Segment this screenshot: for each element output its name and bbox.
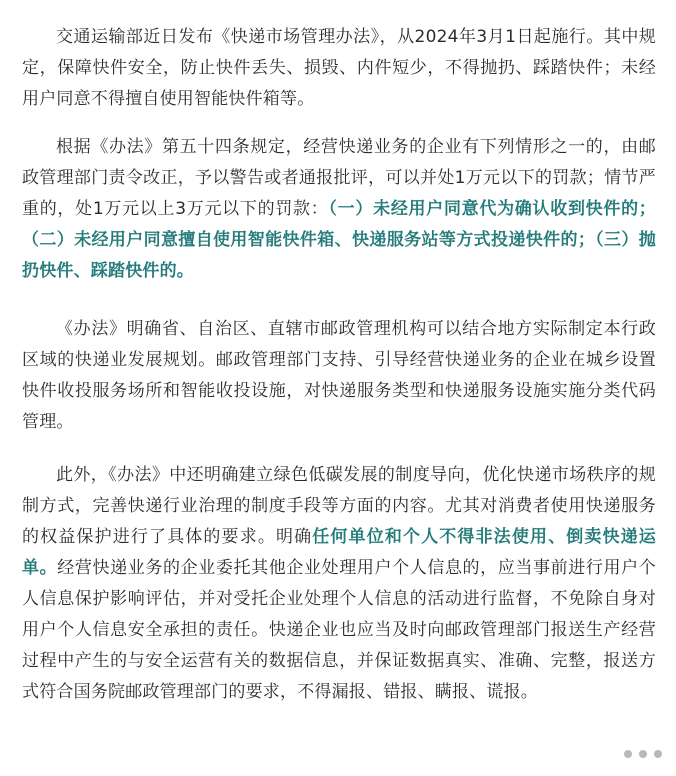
paragraph-planning-text: 《办法》明确省、自治区、直辖市邮政管理机构可以结合地方实际制定本行政区域的快递业发展规划。邮政管理部门支持、引导经营快递业务的企业在城乡设置快件收投服务场所和智能收投设施，对快递服务类型和快递服务设施实施分类代码管理。 xyxy=(22,319,656,432)
paragraph-additional xyxy=(22,460,656,708)
dot xyxy=(624,750,632,758)
penalty-cases-highlight: （一）未经用户同意代为确认收到快件的；（二）未经用户同意擅自使用智能快件箱、快递服务站等方式投递快件的；（三）抛扔快件、踩踏快件的。 xyxy=(22,199,656,281)
paragraph-penalties xyxy=(22,132,656,287)
paragraph-intro xyxy=(22,22,656,115)
paragraph-additional-text-after: 经营快递业务的企业委托其他企业处理用户个人信息的，应当事前进行用户个人信息保护影响评估，并对受托企业处理个人信息的活动进行监督，不免除自身对用户个人信息安全承担的责任。快递企业也应当及时向邮政管理部门报送生产经营过程中产生的与安全运营有关的数据信息，并保证数据真实、准确、完整，报送方式符合国务院邮政管理部门的要求，不得漏报、错报、瞒报、谎报。 xyxy=(22,558,656,702)
paragraph-intro-text: 交通运输部近日发布《快递市场管理办法》，从2024年3月1日起施行。其中规定，保障快件安全，防止快件丢失、损毁、内件短少，不得抛扔、踩踏快件；未经用户同意不得擅自使用智能快件箱等。 xyxy=(22,27,656,109)
dot xyxy=(639,750,647,758)
paragraph-planning xyxy=(22,314,656,438)
paragraph-additional-text-before: 此外，《办法》中还明确建立绿色低碳发展的制度导向，优化快递市场秩序的规制方式，完善快递行业治理的制度手段等方面的内容。尤其对消费者使用快递服务的权益保护进行了具体的要求。明确 xyxy=(22,465,656,547)
more-dots-icon[interactable] xyxy=(624,750,662,758)
waybill-rule-highlight: 任何单位和个人不得非法使用、倒卖快递运单。 xyxy=(22,527,656,578)
dot xyxy=(654,750,662,758)
paragraph-penalties-text: 根据《办法》第五十四条规定，经营快递业务的企业有下列情形之一的，由邮政管理部门责令改正，予以警告或者通报批评，可以并处1万元以下的罚款；情节严重的，处1万元以上3万元以下的罚款： xyxy=(22,137,656,219)
